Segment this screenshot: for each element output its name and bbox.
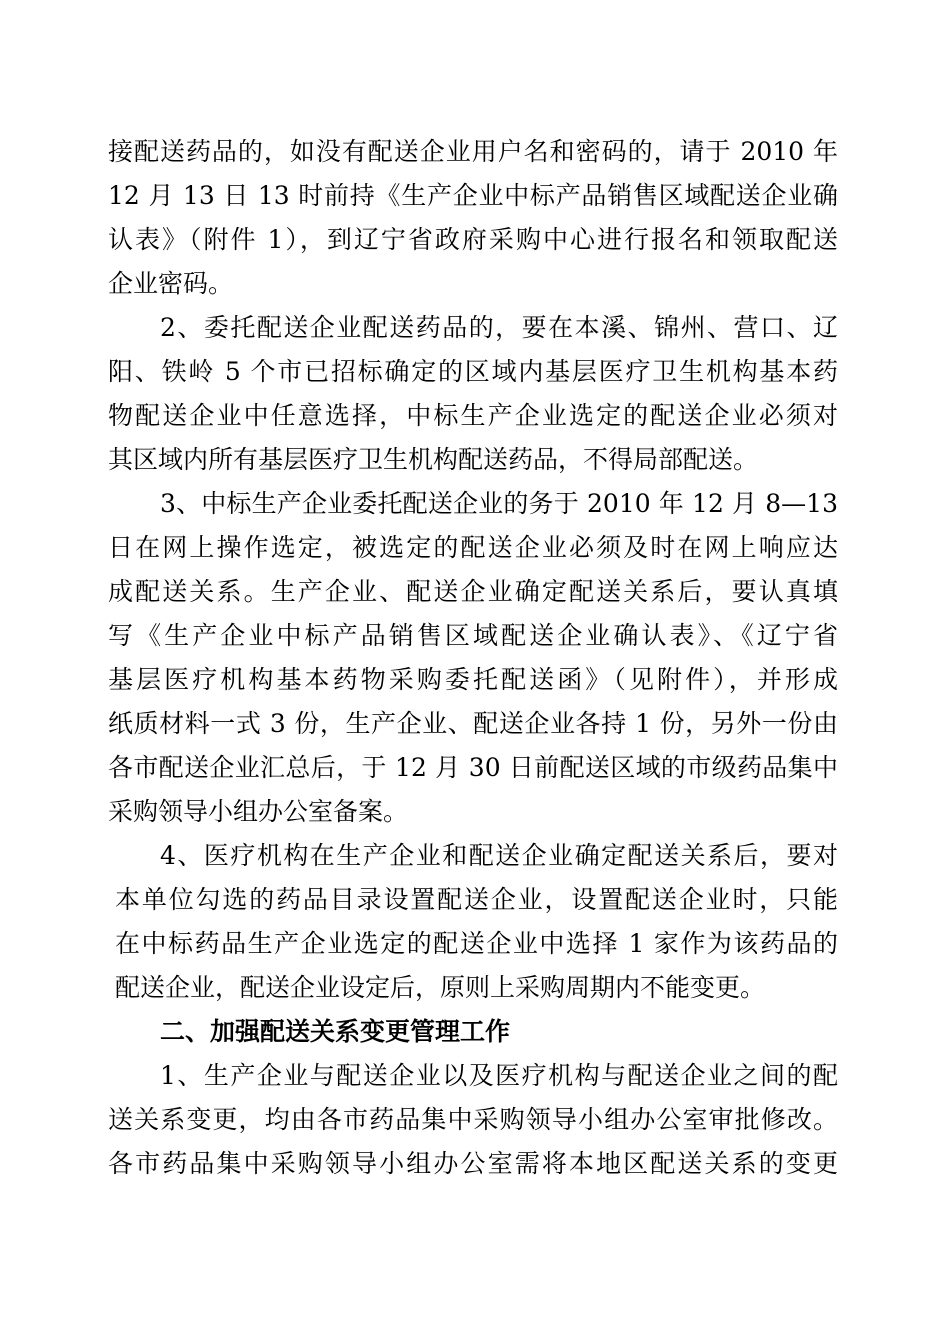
- text-line: 阳、铁岭 5 个市已招标确定的区域内基层医疗卫生机构基本药: [108, 357, 838, 386]
- text-line: 本单位勾选的药品目录设置配送企业，设置配送企业时，只能: [115, 885, 838, 914]
- section-heading: 二、加强配送关系变更管理工作: [160, 1017, 511, 1046]
- text-line: 认表》（附件 1），到辽宁省政府采购中心进行报名和领取配送: [108, 225, 838, 254]
- text-line: 3、中标生产企业委托配送企业的务于 2010 年 12 月 8—13: [160, 489, 838, 518]
- text-line: 物配送企业中任意选择，中标生产企业选定的配送企业必须对: [108, 401, 838, 430]
- text-line: 其区域内所有基层医疗卫生机构配送药品，不得局部配送。: [108, 445, 759, 474]
- text-line: 各市配送企业汇总后，于 12 月 30 日前配送区域的市级药品集中: [108, 753, 838, 782]
- text-line: 日在网上操作选定，被选定的配送企业必须及时在网上响应达: [108, 533, 838, 562]
- text-line: 送关系变更，均由各市药品集中采购领导小组办公室审批修改。: [108, 1105, 838, 1134]
- text-line: 企业密码。: [108, 269, 234, 298]
- text-line: 采购领导小组办公室备案。: [108, 797, 409, 826]
- text-line: 成配送关系。生产企业、配送企业确定配送关系后，要认真填: [108, 577, 838, 606]
- text-line: 在中标药品生产企业选定的配送企业中选择 1 家作为该药品的: [115, 929, 838, 958]
- text-line: 基层医疗机构基本药物采购委托配送函》（见附件），并形成: [108, 665, 838, 694]
- text-line: 4、医疗机构在生产企业和配送企业确定配送关系后，要对: [160, 841, 838, 870]
- text-line: 1、生产企业与配送企业以及医疗机构与配送企业之间的配: [160, 1061, 838, 1090]
- text-line: 12 月 13 日 13 时前持《生产企业中标产品销售区域配送企业确: [108, 181, 838, 210]
- text-line: 接配送药品的，如没有配送企业用户名和密码的，请于 2010 年: [108, 137, 838, 166]
- text-line: 2、委托配送企业配送药品的，要在本溪、锦州、营口、辽: [160, 313, 838, 342]
- text-line: 各市药品集中采购领导小组办公室需将本地区配送关系的变更: [108, 1149, 838, 1178]
- text-line: 配送企业，配送企业设定后，原则上采购周期内不能变更。: [115, 973, 766, 1002]
- text-line: 写《生产企业中标产品销售区域配送企业确认表》、《辽宁省: [108, 621, 838, 650]
- text-line: 纸质材料一式 3 份，生产企业、配送企业各持 1 份，另外一份由: [108, 709, 838, 738]
